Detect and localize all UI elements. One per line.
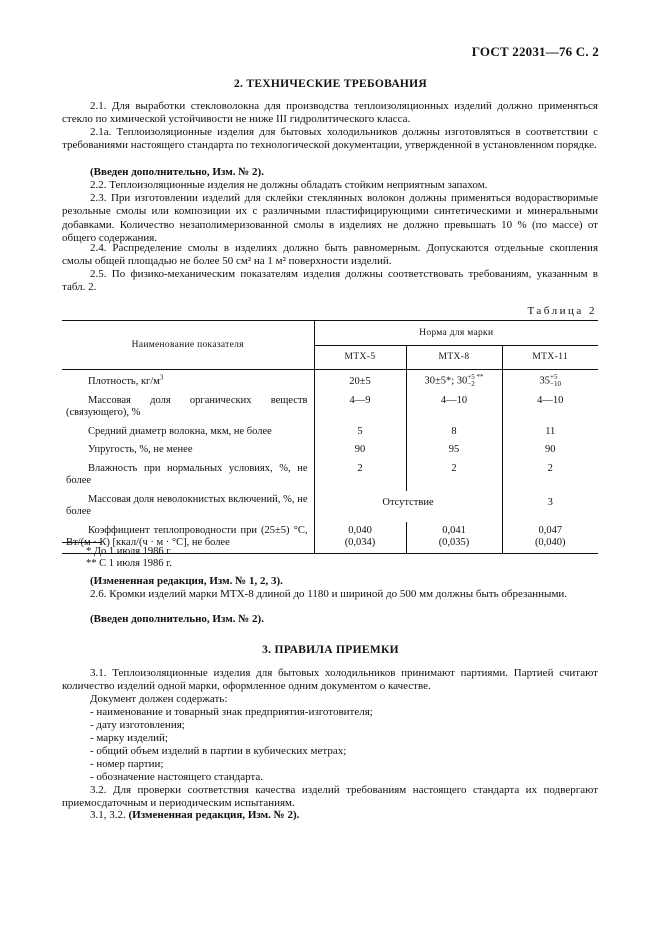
table-caption: Таблица 2: [527, 305, 597, 317]
cell-mtx8: 2: [406, 460, 502, 491]
table-row: [62, 370, 598, 392]
cell-mtx11: 3: [502, 491, 598, 522]
cell-mtx5: 2: [314, 460, 406, 491]
row-name: Влажность при нормальных условиях, %, не более: [66, 462, 308, 486]
value-si: 0,040: [348, 524, 372, 536]
list-item: - марку изделий;: [90, 732, 168, 744]
cell-mtx11: 4—10: [502, 392, 598, 423]
value-kcal: (0,035): [438, 537, 470, 548]
cell-mtx5: 90: [314, 441, 406, 460]
amendment-note-2-6: (Введен дополнительно, Изм. № 2).: [90, 613, 264, 625]
tolerance-lower: −10: [550, 380, 561, 388]
document-header: ГОСТ 22031—76 С. 2: [471, 44, 599, 59]
cell-mtx8: 4—10: [406, 392, 502, 423]
table-row: [62, 423, 598, 442]
tolerance-stack: [467, 374, 474, 388]
list-item: - наименование и товарный знак предприятия-изготовителя;: [90, 706, 373, 718]
column-header-mtx11: МТХ-11: [532, 352, 569, 363]
amendment-note-3-prefix: 3.1, 3.2.: [90, 809, 129, 821]
paragraph-2-5: 2.5. По физико-механическим показателям изделия должны соответствовать требованиям, указанным в табл. 2.: [62, 268, 598, 294]
footnote-divider: [62, 542, 102, 543]
paragraph-2-2: 2.2. Теплоизоляционные изделия не должны обладать стойким неприятным запахом.: [90, 179, 488, 191]
value-si: 0,041: [442, 524, 466, 536]
paragraph-2-1: 2.1. Для выработки стекловолокна для производства теплоизоляционных изделий должно применяться стекло по химической устойчивости не ниже III гидролитического класса.: [62, 100, 598, 126]
section-3-title: 3. ПРАВИЛА ПРИЕМКИ: [262, 644, 399, 656]
footnote-mark: **: [474, 372, 484, 381]
list-item: - общий объем изделий в партии в кубических метрах;: [90, 745, 347, 757]
cell-mtx8: [406, 370, 502, 392]
table-row: [62, 460, 598, 491]
cell-mtx5: 4—9: [314, 392, 406, 423]
row-name: Массовая доля неволокнистых включений, %, не более: [66, 493, 308, 517]
amendment-note-2-1a: (Введен дополнительно, Изм. № 2).: [90, 166, 264, 178]
row-name: Массовая доля органических веществ (связующего), %: [66, 394, 308, 418]
column-header-mtx8: МТХ-8: [406, 346, 502, 370]
unit-superscript: 3: [159, 373, 164, 382]
list-item: - дату изготовления;: [90, 719, 185, 731]
cell-mtx5: [314, 522, 406, 554]
tolerance-upper: +5: [550, 373, 558, 381]
row-name: Упругость, %, не менее: [88, 444, 193, 455]
paragraph-2-4: 2.4. Распределение смолы в изделиях должно быть равномерным. Допускаются отдельные скопления смолы общей площадью не более 50 см² на 1 м² поверхности изделий.: [62, 242, 598, 268]
paragraph-2-6: 2.6. Кромки изделий марки МТХ-8 длиной до 1180 и шириной до 500 мм должны быть обрезанными.: [90, 588, 568, 600]
column-header-mtx5: МТХ-5: [314, 346, 406, 370]
cell-mtx11: 90: [502, 441, 598, 460]
document-contents-intro: Документ должен содержать:: [90, 693, 228, 705]
amendment-note-3-text: (Измененная редакция, Изм. № 2).: [128, 809, 300, 821]
paragraph-3-1: 3.1. Теплоизоляционные изделия для бытовых холодильников принимают партиями. Партией считают количество изделий одной марки, оформленное одним документом о качестве.: [62, 667, 598, 693]
cell-mtx8-base: 30±5*; 30: [424, 375, 468, 387]
cell-mtx11: 11: [502, 423, 598, 442]
properties-table: [62, 320, 598, 554]
amendment-note-3: [62, 809, 598, 822]
paragraph-2-1a: 2.1а. Теплоизоляционные изделия для бытовых холодильников должны изготовляться в соответствии с требованиями настоящего стандарта по технологической документации, утвержденной в установленном порядке.: [62, 126, 598, 152]
list-item: - номер партии;: [90, 758, 164, 770]
list-item: - обозначение настоящего стандарта.: [90, 771, 264, 783]
row-name: Коэффициент теплопроводности при (25±5) °С, Вт/(м · К) [ккал/(ч · м · °С], не более: [62, 522, 314, 554]
footnote-2: ** С 1 июля 1986 г.: [86, 558, 172, 569]
tolerance-stack: [550, 374, 561, 388]
tolerance-upper: +5: [467, 373, 475, 381]
table-row: [62, 491, 598, 522]
amendment-note-table: (Измененная редакция, Изм. № 1, 2, 3).: [90, 575, 283, 587]
row-name: [62, 370, 314, 392]
column-header-name: Наименование показателя: [62, 321, 314, 370]
cell-mtx11: [502, 522, 598, 554]
cell-mtx11-base: 35: [539, 375, 551, 387]
paragraph-2-3: 2.3. При изготовлении изделий для склейки стеклянных волокон должны применяться водорастворимые резольные смолы или композиции их с различными пластифицирующими синтетическими и минеральными добавками. Количество незаполимеризованной смолы в изделиях не должно превышать 10 % (по массе) от общего содержания.: [62, 192, 598, 244]
paragraph-3-2: 3.2. Для проверки соответствия качества изделий требованиям настоящего стандарта их подвергают приемосдаточным и периодическим испытаниям.: [62, 784, 598, 810]
column-header-norm: Норма для марки: [314, 321, 598, 346]
cell-mtx5-mtx8: Отсутствие: [314, 491, 502, 522]
table-row: [62, 441, 598, 460]
tolerance-lower: −2: [467, 380, 475, 388]
cell-mtx5: 20±5: [314, 370, 406, 392]
cell-mtx8: 95: [406, 441, 502, 460]
cell-mtx11: [502, 370, 598, 392]
value-kcal: (0,040): [534, 537, 566, 548]
value-si: 0,047: [538, 524, 563, 536]
cell-mtx5: 5: [314, 423, 406, 442]
cell-mtx11: 2: [502, 460, 598, 491]
table-row: [62, 392, 598, 423]
footnote-1: * До 1 июля 1986 г.: [86, 546, 173, 557]
cell-mtx8: [406, 522, 502, 554]
row-name-text: Плотность, кг/м: [88, 376, 160, 387]
cell-mtx8: 8: [406, 423, 502, 442]
section-2-title: 2. ТЕХНИЧЕСКИЕ ТРЕБОВАНИЯ: [233, 78, 428, 90]
row-name: Средний диаметр волокна, мкм, не более: [88, 425, 272, 437]
value-kcal: (0,034): [344, 537, 376, 548]
